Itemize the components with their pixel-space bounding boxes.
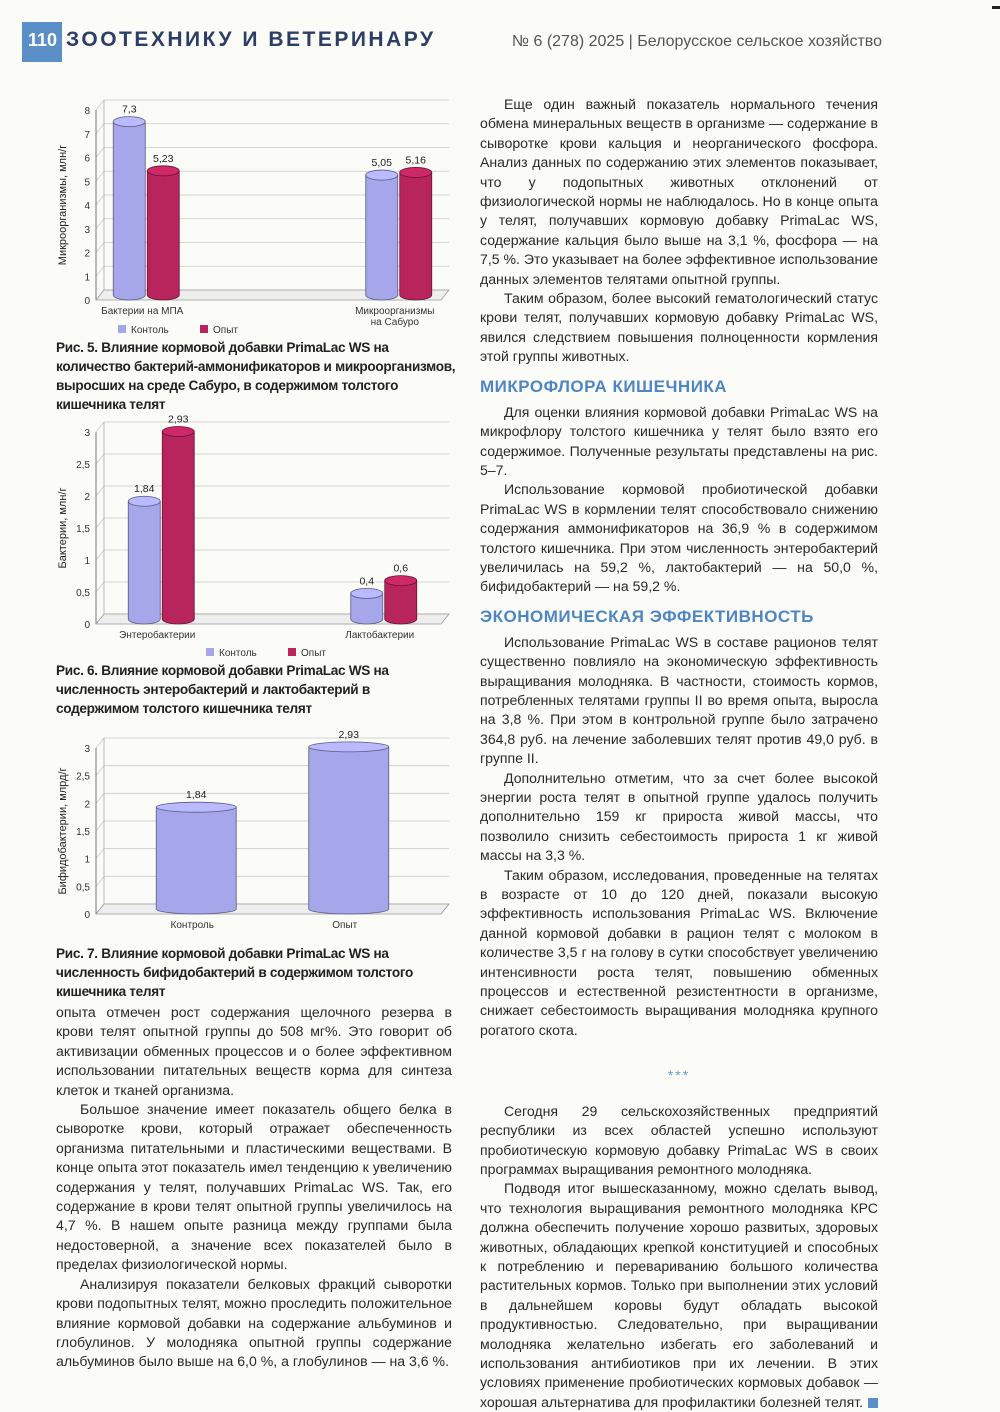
gridline-depth (96, 821, 104, 831)
gridline-depth (96, 793, 104, 803)
bar (147, 166, 179, 300)
gridline-depth (96, 582, 104, 592)
figure-6-caption: Рис. 6. Влияние кормовой добавки PrimaLac WS на численность энтеробактерий и лактобактерий в содержимом толстого кишечника телят (56, 663, 389, 716)
paragraph: Для оценки влияния кормовой добавки PrimaLac WS на микрофлору толстого кишечника у телят было взято его содержимое. Полученные результаты представлены на рис. 5–7. (480, 403, 878, 478)
paragraph: Большое значение имеет показатель общего белка в сыворотке крови, который отражает обеспеченность организма питательными и пластическими веществами. В конце опыта этот показатель имел тенденцию к увеличению содержания у телят, получавших PrimaLac WS. Так, его содержание в крови телят опытной группы увеличилось на 4,7 %. В нашем опыте разница между группами была недостоверной, а значение всех показателей было в пределах физиологической нормы. (56, 1101, 452, 1273)
legend-label: Контоль (131, 325, 169, 336)
y-tick-label: 1 (84, 556, 90, 567)
data-label: 7,3 (121, 103, 137, 116)
data-label: 5,23 (153, 152, 174, 165)
legend-label: Контоль (219, 648, 257, 659)
figure-6 (56, 406, 456, 718)
legend-swatch (288, 648, 296, 656)
section-title: ЗООТЕХНИКУ И ВЕТЕРИНАРУ (66, 28, 436, 51)
figure-5-chart (56, 88, 456, 338)
y-tick-label: 1 (84, 854, 90, 866)
data-label: 0,4 (359, 575, 375, 588)
y-axis-label: Бифидобактерии, млрд/г (57, 767, 69, 895)
right-column-text (480, 95, 878, 1412)
y-tick-label: 8 (84, 106, 90, 117)
paragraph: Еще один важный показатель нормального течения обмена минеральных веществ в организме — содержание в сыворотке крови кальция и неорганического фосфора. Анализ данных по содержанию этих элементов показывает, что у подопытных животных отклонений от физиологической нормы не наблюдалось. Но в конце опыта у телят, получавших кормовую добавку PrimaLac WS, содержание кальция было выше на 3,1 %, фосфора — на 7,5 %. Это указывает на более эффективное использование данных элементов телятами опытной группы. (480, 96, 878, 287)
y-tick-label: 2 (84, 492, 90, 503)
gridline-depth (96, 148, 104, 158)
section-separator: *** (667, 1067, 691, 1084)
y-tick-label: 1 (84, 272, 90, 284)
conclusion-text: Подводя итог вышесказанному, можно сделать вывод, что технология выращивания ремонтного молодняка КРС должна обеспечить получение хорошо развитых, здоровых животных, обладающих крепкой конституцией и способных к потреблению и перевариванию большого количества растительных кормов. Только при выполнении этих условий в дальнейшем коровы будут обладать высокой продуктивностью. Следовательно, при выращивании молодняка желательно избегать его заболеваний и использования антибиотиков при их лечении. В этих условиях применение пробиотических кормовых добавок — хорошая альтернатива для профилактики болезней телят. (480, 1180, 878, 1410)
legend-label: Опыт (213, 325, 238, 336)
y-tick-label: 4 (84, 201, 90, 212)
data-label: 5,05 (371, 157, 392, 170)
heading-microflora: МИКРОФЛОРА КИШЕЧНИКА (480, 376, 728, 396)
x-tick-label: Контроль (170, 920, 214, 931)
y-tick-label: 2 (84, 248, 90, 260)
bar (128, 496, 160, 624)
bar-body (128, 501, 160, 624)
y-axis-label: Микроорганизмы, млн/г (57, 144, 69, 266)
y-tick-label: 2,5 (76, 460, 90, 471)
bar-top (113, 117, 145, 127)
y-tick-label: 7 (84, 129, 90, 141)
crop-mark (992, 6, 1000, 9)
figure-5 (56, 88, 456, 414)
paragraph: Таким образом, более высокий гематологический статус крови телят, получавших кормовую добавку PrimaLac WS, явился следствием повышения полноценности кормления этой группы животных. (480, 290, 878, 365)
bar (156, 802, 236, 914)
gridline-depth (96, 486, 104, 496)
y-tick-label: 3 (84, 428, 90, 439)
bar-body (400, 172, 432, 300)
x-tick-label: Энтеробактерии (119, 630, 196, 641)
bar (113, 117, 145, 300)
bar-body (385, 581, 417, 624)
bar-body (147, 171, 179, 300)
x-tick-label: на Сабуро (370, 317, 419, 328)
y-tick-label: 5 (84, 177, 90, 189)
data-label: 2,93 (338, 728, 359, 741)
bar-body (113, 122, 145, 300)
gridline-depth (96, 876, 104, 886)
left-column-text (56, 1003, 452, 1372)
gridline-depth (96, 219, 104, 229)
heading-economic: ЭКОНОМИЧЕСКАЯ ЭФФЕКТИВНОСТЬ (480, 606, 814, 626)
y-tick-label: 1,5 (76, 827, 90, 838)
data-label: 5,16 (405, 154, 426, 167)
issue-info: № 6 (278) 2025 | Белорусское сельское хозяйство (511, 33, 882, 50)
paragraph: Таким образом, исследования, проведенные на телятах в возрасте от 10 до 120 дней, показали высокую эффективность использования PrimaLac WS. Включение данной кормовой добавки в рацион телят с молоком в количестве 3,5 г на голову в сутки способствует увеличению интенсивности роста телят, повышению обменных процессов и естественной резистентности в организме, снижает себестоимость выращивания молодняка крупного рогатого скота. (480, 866, 878, 1038)
gridline-depth (96, 195, 104, 205)
y-tick-label: 3 (84, 744, 90, 755)
gridline-depth (96, 100, 104, 110)
gridline-depth (96, 422, 104, 432)
bar-body (309, 747, 389, 914)
bar-body (156, 807, 236, 914)
y-tick-label: 3 (84, 224, 90, 236)
gridline-depth (96, 243, 104, 253)
legend-label: Опыт (301, 648, 326, 659)
gridline-depth (96, 518, 104, 528)
bar-top (385, 576, 417, 586)
y-tick-label: 0,5 (76, 882, 90, 894)
x-tick-label: Лактобактерии (345, 630, 415, 641)
x-tick-label: Бактерии на МПА (101, 306, 184, 317)
gridline-depth (96, 266, 104, 276)
data-label: 2,93 (168, 413, 189, 426)
gridline-depth (96, 738, 104, 748)
bar-top (309, 742, 389, 752)
figure-5-caption: Рис. 5. Влияние кормовой добавки PrimaLac WS на количество бактерий-аммонификаторов и микроорганизмов, выросших на среде Сабуро, в содержимом толстого кишечника телят (56, 340, 456, 412)
y-tick-label: 2 (84, 799, 90, 811)
bar-top (128, 496, 160, 506)
y-tick-label: 0 (84, 296, 90, 307)
bar (385, 576, 417, 624)
gridline-depth (96, 454, 104, 464)
y-tick-label: 0,5 (76, 588, 90, 599)
y-axis-label: Бактерии, млн/г (57, 487, 69, 569)
paragraph: опыта отмечен рост содержания щелочного резерва в крови телят опытной группы до 508 мг%. Это говорит об активизации обменных процессов и о более эффективном использовании питательных веществ корма для синтеза клеток и тканей организма. (56, 1004, 452, 1098)
y-tick-label: 6 (84, 153, 90, 165)
gridline-depth (96, 849, 104, 859)
bar-top (156, 802, 236, 812)
data-label: 1,84 (186, 789, 207, 802)
y-tick-label: 2,5 (76, 771, 90, 783)
paragraph: Использование PrimaLac WS в составе рационов телят существенно повлияло на экономическую эффективность выращивания молодняка. В частности, стоимость кормов, потребленных телятами группы II во время опыта, выросла на 3,8 %. При этом в контрольной группе было затрачено 364,8 руб. на лечение заболевших телят против 49,0 руб. в группе II. (480, 633, 878, 767)
page-number: 110 (28, 30, 58, 50)
bar-body (366, 175, 398, 300)
end-of-article-mark (868, 1398, 878, 1408)
floor (96, 904, 449, 914)
bar (309, 742, 389, 914)
bar (351, 588, 383, 624)
legend-swatch (200, 325, 208, 333)
gridline-depth (96, 171, 104, 181)
y-tick-label: 0 (84, 620, 90, 631)
bar-body (162, 431, 194, 624)
bar (366, 170, 398, 300)
x-tick-label: Опыт (332, 920, 358, 931)
y-tick-label: 0 (84, 910, 90, 921)
bar-top (366, 170, 398, 180)
gridline-depth (96, 550, 104, 560)
gridline-depth (96, 124, 104, 134)
paragraph: Дополнительно отметим, что за счет более высокой энергии роста телят в опытной группе удалось получить дополнительно 159 кг прироста живой массы, что позволило снизить себестоимость прироста 1 кг живой массы на 3,3 %. (480, 769, 878, 864)
y-tick-label: 1,5 (76, 524, 90, 535)
legend-swatch (206, 648, 214, 656)
paragraph (480, 1179, 878, 1412)
figure-6-chart (56, 406, 456, 661)
data-label: 1,84 (134, 483, 155, 496)
bar (400, 167, 432, 300)
paragraph: Сегодня 29 сельскохозяйственных предприятий республики из всех областей успешно используют пробиотическую кормовую добавку PrimaLac WS в своих программах выращивания ремонтного молодняка. (480, 1102, 878, 1177)
x-tick-label: Микроорганизмы (355, 306, 435, 317)
bar-top (400, 167, 432, 177)
bar (162, 426, 194, 624)
gridline-depth (96, 766, 104, 776)
legend-swatch (118, 325, 126, 333)
bar-top (147, 166, 179, 176)
figure-7 (56, 714, 456, 1001)
figure-7-chart (56, 714, 456, 944)
bar-top (351, 588, 383, 598)
paragraph: Анализируя показатели белковых фракций сыворотки крови подопытных телят, можно проследить положительное влияние кормовой добавки на содержание альбуминов и глобулинов. У молодняка опытной группы содержание альбуминов было выше на 6,0 %, а глобулинов — на 3,6 %. (56, 1275, 452, 1370)
data-label: 0,6 (393, 562, 409, 575)
figure-7-caption: Рис. 7. Влияние кормовой добавки PrimaLac WS на численность бифидобактерий в содержимом толстого кишечника телят (56, 946, 414, 999)
bar-top (162, 426, 194, 436)
paragraph: Использование кормовой пробиотической добавки PrimaLac WS в кормлении телят способствовало снижению содержания аммонификаторов на 36,9 % в содержимом толстого кишечника. При этом численность энтеробактерий увеличилась на 59,2 %, лактобактерий — на 50,0 %, бифидобактерий — на 59,2 %. (480, 481, 878, 595)
